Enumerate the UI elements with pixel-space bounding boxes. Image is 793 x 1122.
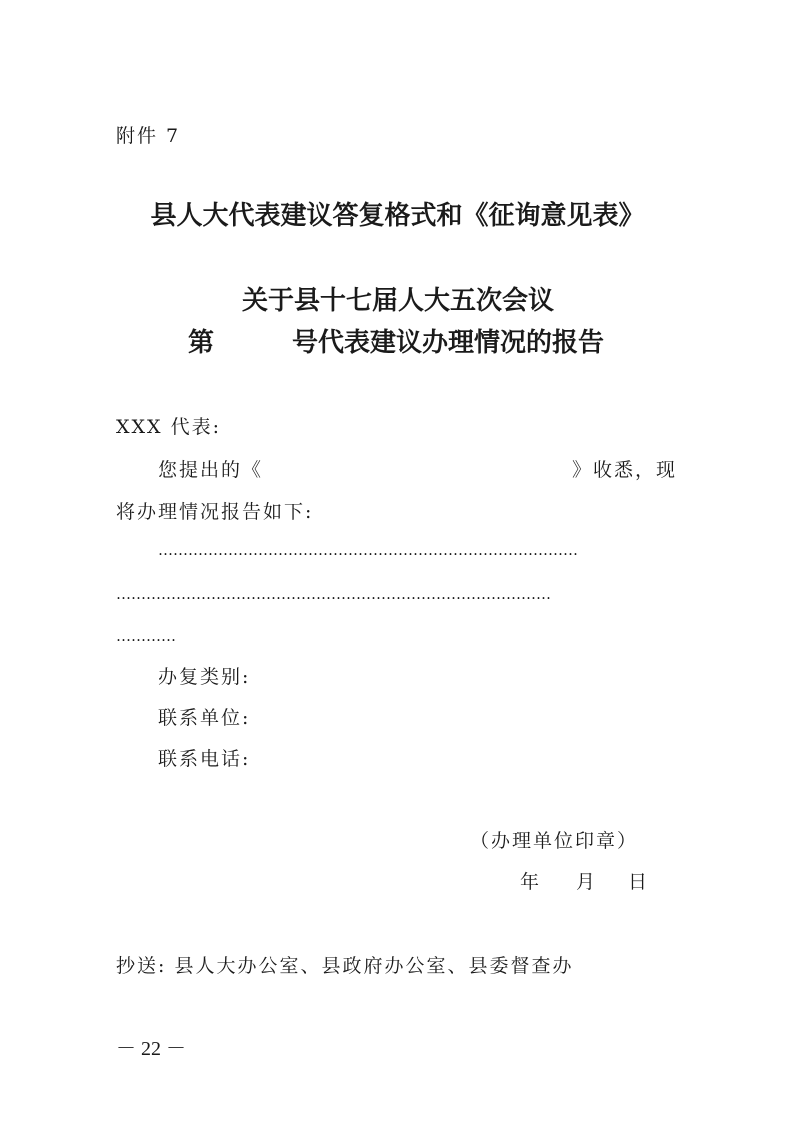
date-year: 年 bbox=[520, 871, 542, 893]
seal-note: （办理单位印章） bbox=[470, 830, 639, 852]
attachment-label: 附件 7 bbox=[116, 125, 181, 147]
dotted-line-3: ………… bbox=[116, 629, 176, 644]
main-title: 县人大代表建议答复格式和《征询意见表》 bbox=[150, 201, 645, 231]
cc-line: 抄送: 县人大办公室、县政府办公室、县委督查办 bbox=[116, 955, 574, 977]
intro-part3: 将办理情况报告如下: bbox=[116, 501, 314, 523]
report-title-line1: 关于县十七届人大五次会议 bbox=[241, 286, 554, 316]
intro-part2: 》收悉，现 bbox=[572, 459, 678, 481]
field-phone: 联系电话: bbox=[158, 748, 251, 770]
intro-part1: 您提出的《 bbox=[158, 459, 264, 481]
dotted-line-2: …………………………………………………………………………… bbox=[116, 587, 551, 602]
page-number: － 22 － bbox=[116, 1038, 186, 1060]
date-month: 月 bbox=[576, 871, 598, 893]
salutation: XXX 代表: bbox=[116, 416, 222, 438]
report-title-number-prefix: 第 bbox=[188, 328, 215, 358]
field-category: 办复类别: bbox=[158, 666, 251, 688]
date-day: 日 bbox=[628, 871, 650, 893]
field-unit: 联系单位: bbox=[158, 707, 251, 729]
dotted-line-1: ………………………………………………………………………… bbox=[158, 543, 578, 558]
report-title-line2: 号代表建议办理情况的报告 bbox=[292, 328, 605, 358]
